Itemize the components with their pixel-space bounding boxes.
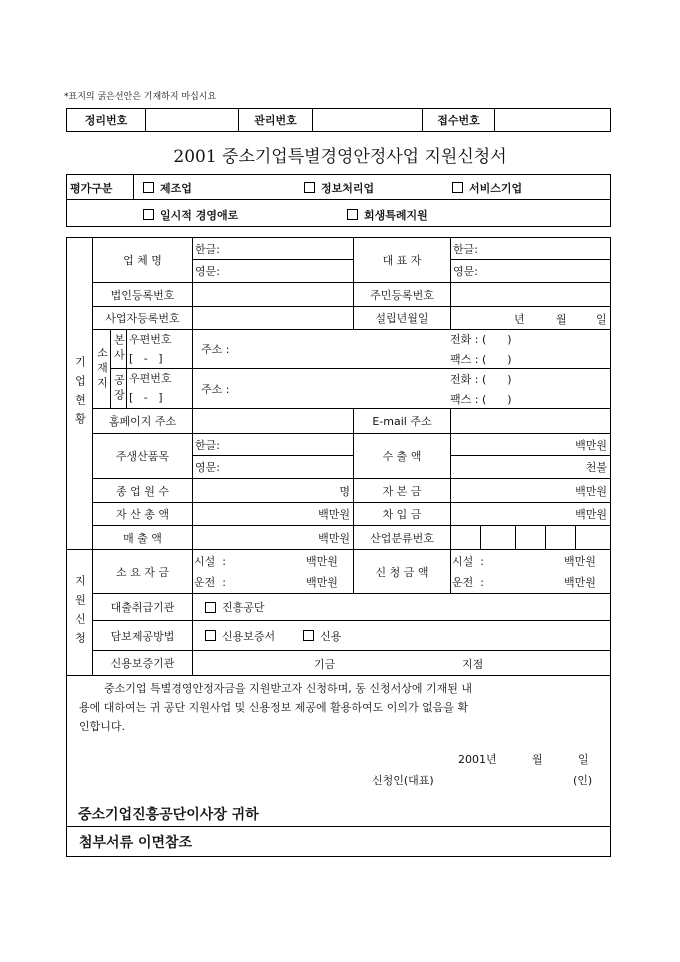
- label-collateral: 담보제공방법: [92, 620, 193, 651]
- date-day: 일: [578, 753, 589, 766]
- statement-line: 인합니다.: [79, 720, 126, 733]
- checkbox-temporary-difficulty[interactable]: 일시적 경영애로: [143, 207, 238, 223]
- label-guarantor: 신용보증기관: [92, 650, 193, 676]
- representative-korean[interactable]: 한글:: [450, 237, 611, 260]
- checkbox-icon: [143, 182, 154, 193]
- representative-english[interactable]: 영문:: [450, 259, 611, 283]
- product-korean[interactable]: 한글:: [192, 433, 354, 456]
- label-main-product: 주생산품목: [92, 433, 193, 479]
- label-homepage: 홈페이지 주소: [92, 408, 193, 434]
- label-loan-institution: 대출취급기관: [92, 593, 193, 621]
- unit-label: 백만원: [564, 576, 596, 589]
- export-krw[interactable]: 백만원: [450, 433, 611, 456]
- label-receipt-no: 접수번호: [422, 108, 495, 132]
- industry-code-digit[interactable]: [480, 525, 516, 550]
- label-requested-amount: 신 청 금 액: [353, 549, 451, 594]
- biz-no-field[interactable]: [192, 306, 354, 330]
- operating-label: 운전 :: [194, 576, 226, 589]
- debt-field[interactable]: 백만원: [450, 502, 611, 526]
- label-export: 수 출 액: [353, 433, 451, 479]
- checkbox-rehabilitation[interactable]: 회생특례지원: [347, 207, 428, 223]
- label-email: E-mail 주소: [353, 408, 451, 434]
- checkbox-credit[interactable]: 신용: [303, 628, 341, 644]
- label-factory: 공장: [110, 368, 127, 409]
- date-month: 월: [532, 753, 543, 766]
- label-industry-code: 산업분류번호: [353, 525, 451, 550]
- facility-label: 시설 :: [194, 555, 226, 568]
- industry-code-digit[interactable]: [515, 525, 546, 550]
- unit-label: 백만원: [306, 576, 338, 589]
- corp-no-field[interactable]: [192, 282, 354, 307]
- checkbox-info-processing[interactable]: 정보처리업: [304, 180, 374, 196]
- resident-no-field[interactable]: [450, 282, 611, 307]
- unit-label: 백만원: [564, 555, 596, 568]
- hq-postal[interactable]: 우편번호 [ - ]: [126, 329, 193, 369]
- checkbox-icon: [304, 182, 315, 193]
- factory-address[interactable]: 주소 :: [192, 368, 611, 409]
- year-label: 년: [514, 313, 525, 326]
- hq-fax[interactable]: 팩스 : ( ): [450, 353, 512, 366]
- checkbox-icon: [205, 602, 216, 613]
- page-title: 2001 중소기업특별경영안정사업 지원신청서: [173, 147, 507, 167]
- export-usd[interactable]: 천불: [450, 455, 611, 479]
- form-note: *표지의 굵은선안은 기재하지 마십시요: [64, 92, 217, 102]
- company-name-english[interactable]: 영문:: [192, 259, 354, 283]
- label-management-no: 관리번호: [238, 108, 313, 132]
- factory-fax[interactable]: 팩스 : ( ): [450, 393, 512, 406]
- checkbox-manufacturing[interactable]: 제조업: [143, 180, 192, 196]
- email-field[interactable]: [450, 408, 611, 434]
- label-location: 소재지: [92, 329, 111, 409]
- date-year: 2001년: [458, 753, 497, 766]
- label-resident-no: 주민등록번호: [353, 282, 451, 307]
- seal-label: (인): [573, 774, 593, 787]
- checkbox-icon: [347, 209, 358, 220]
- attachments-note: 첨부서류 이면참조: [66, 826, 611, 857]
- addressee: 중소기업진흥공단이사장 귀하: [78, 807, 259, 823]
- collateral-options: [192, 620, 611, 651]
- checkbox-icon: [452, 182, 463, 193]
- label-debt: 차 입 금: [353, 502, 451, 526]
- label-company-name: 업 체 명: [92, 237, 193, 283]
- operating-label: 운전 :: [452, 576, 484, 589]
- facility-label: 시설 :: [452, 555, 484, 568]
- label-employees: 종 업 원 수: [92, 478, 193, 503]
- label-founded: 설립년월일: [353, 306, 451, 330]
- section-company-status: 기업현황: [66, 237, 93, 550]
- checkbox-icon: [143, 209, 154, 220]
- checkbox-icon: [205, 630, 216, 641]
- homepage-field[interactable]: [192, 408, 354, 434]
- label-required-funds: 소 요 자 금: [92, 549, 193, 594]
- unit-label: 백만원: [306, 555, 338, 568]
- day-label: 일: [596, 313, 607, 326]
- founded-field[interactable]: [450, 306, 611, 330]
- label-sales: 매 출 액: [92, 525, 193, 550]
- management-no-field[interactable]: [312, 108, 423, 132]
- fund-label: 기금: [314, 658, 336, 671]
- statement-line: 용에 대하여는 귀 공단 지원사업 및 신용정보 제공에 활용하여도 이의가 없음을 확: [79, 701, 469, 714]
- checkbox-service[interactable]: 서비스기업: [452, 180, 522, 196]
- label-capital: 자 본 금: [353, 478, 451, 503]
- industry-code-digit[interactable]: [450, 525, 481, 550]
- guarantor-field[interactable]: [192, 650, 611, 676]
- checkbox-guarantee[interactable]: 신용보증서: [205, 628, 275, 644]
- factory-tel[interactable]: 전화 : ( ): [450, 373, 512, 386]
- arrangement-no-field[interactable]: [145, 108, 239, 132]
- employees-field[interactable]: 명: [192, 478, 354, 503]
- industry-code-digit[interactable]: [575, 525, 611, 550]
- statement-line: 중소기업 특별경영안정자금을 지원받고자 신청하며, 동 신청서상에 기재된 내: [104, 682, 473, 695]
- industry-code-digit[interactable]: [545, 525, 576, 550]
- applicant-label: 신청인(대표): [372, 774, 434, 787]
- section-application: 지원신청: [66, 549, 93, 676]
- checkbox-icon: [303, 630, 314, 641]
- label-representative: 대 표 자: [353, 237, 451, 283]
- product-english[interactable]: 영문:: [192, 455, 354, 479]
- checkbox-sbc[interactable]: 진흥공단: [192, 593, 611, 621]
- branch-label: 지점: [462, 658, 484, 671]
- hq-tel[interactable]: 전화 : ( ): [450, 333, 512, 346]
- factory-postal[interactable]: 우편번호 [ - ]: [126, 368, 193, 409]
- company-name-korean[interactable]: 한글:: [192, 237, 354, 260]
- month-label: 월: [556, 313, 567, 326]
- assets-field[interactable]: 백만원: [192, 502, 354, 526]
- label-corp-no: 법인등록번호: [92, 282, 193, 307]
- label-assets: 자 산 총 액: [92, 502, 193, 526]
- label-arrangement-no: 정리번호: [66, 108, 146, 132]
- receipt-no-field[interactable]: [494, 108, 611, 132]
- hq-address[interactable]: 주소 :: [192, 329, 611, 369]
- sales-field[interactable]: 백만원: [192, 525, 354, 550]
- capital-field[interactable]: 백만원: [450, 478, 611, 503]
- label-hq: 본사: [110, 329, 127, 369]
- label-biz-no: 사업자등록번호: [92, 306, 193, 330]
- eval-label: 평가구분: [70, 182, 113, 195]
